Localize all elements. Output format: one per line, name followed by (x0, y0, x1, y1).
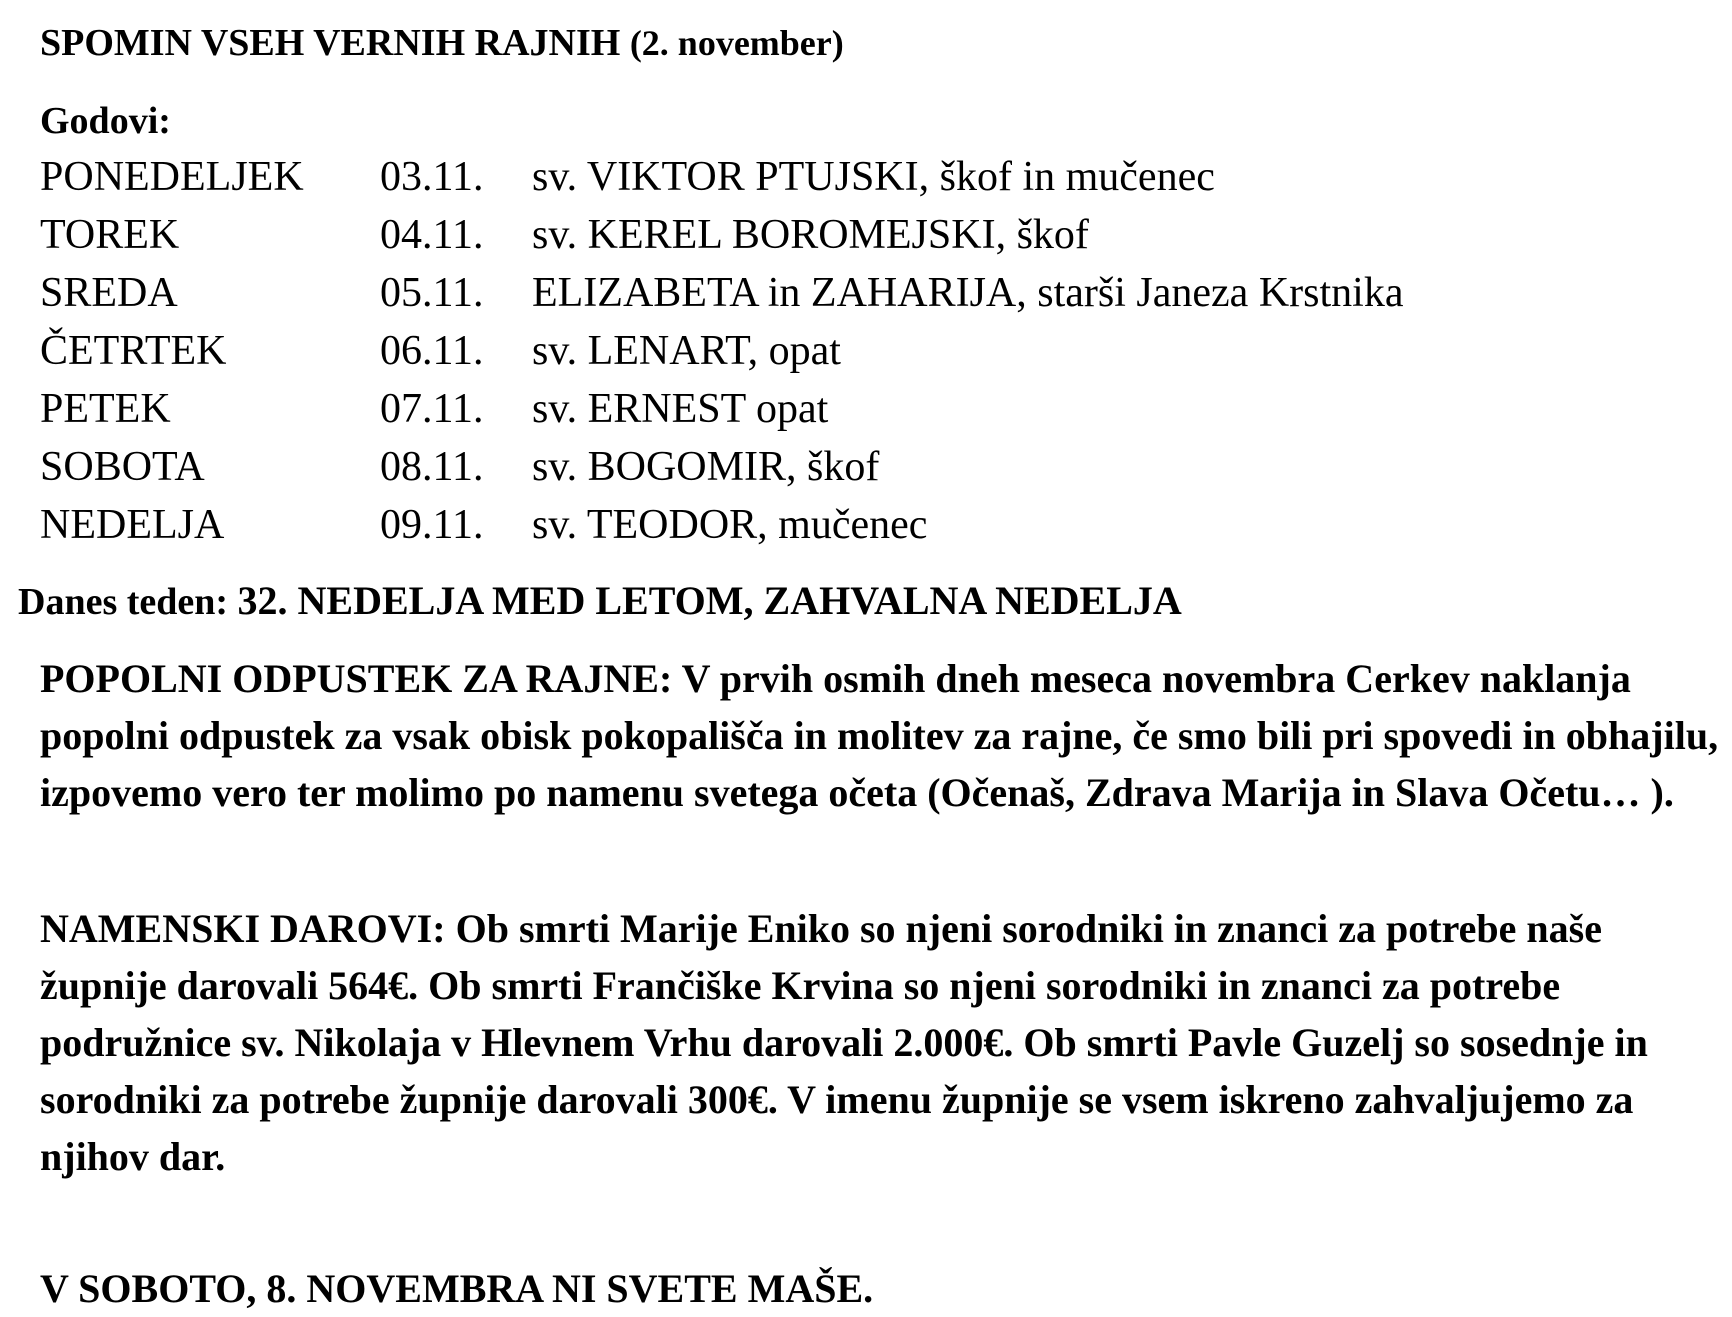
feast-date: 07.11. (380, 386, 484, 432)
feast-name: ELIZABETA in ZAHARIJA, starši Janeza Krstnika (532, 270, 1404, 316)
week-label: Danes teden: (18, 581, 229, 623)
feast-name: sv. KEREL BOROMEJSKI, škof (532, 212, 1089, 258)
feast-name: sv. TEODOR, mučenec (532, 502, 928, 548)
feast-date: 09.11. (380, 502, 484, 548)
feast-day: ČETRTEK (40, 328, 227, 374)
feast-date: 04.11. (380, 212, 484, 258)
indulgence-label: POPOLNI ODPUSTEK ZA RAJNE: (40, 656, 673, 701)
feast-row (40, 148, 1403, 206)
feast-day: TOREK (40, 212, 180, 258)
feast-day: SOBOTA (40, 444, 205, 490)
feast-day: PONEDELJEK (40, 154, 304, 200)
donations-text: Ob smrti Marije Eniko so njeni sorodniki in znanci za potrebe naše župnije darovali 564€. Ob smrti Frančiške Krvina so njeni sorodniki in znanci za potrebe podružnice sv. Nikolaja v Hlevnem Vrhu darovali 2.000€. Ob smrti Pavle Guzelj so sosednje in sorodniki za potrebe župnije darovali 300€. V imenu župnije se vsem iskreno zahvaljujemo za njihov dar. (40, 906, 1648, 1179)
week-announcement (18, 578, 1182, 625)
feast-name: sv. BOGOMIR, škof (532, 444, 880, 490)
feast-day: SREDA (40, 270, 178, 316)
feast-row (40, 438, 1403, 496)
feast-row (40, 264, 1403, 322)
heading-date-note: (2. november) (629, 23, 844, 63)
feast-row (40, 380, 1403, 438)
feast-date: 03.11. (380, 154, 484, 200)
feast-name: sv. ERNEST opat (532, 386, 829, 432)
feast-name: sv. LENART, opat (532, 328, 841, 374)
heading-title: SPOMIN VSEH VERNIH RAJNIH (40, 22, 621, 64)
feast-row (40, 322, 1403, 380)
feast-day: PETEK (40, 386, 171, 432)
page-heading (40, 22, 844, 66)
feast-date: 05.11. (380, 270, 484, 316)
feast-row (40, 496, 1403, 554)
donations-paragraph (40, 900, 1730, 1185)
feast-row (40, 206, 1403, 264)
feast-date: 08.11. (380, 444, 484, 490)
feast-day: NEDELJA (40, 502, 225, 548)
feast-date: 06.11. (380, 328, 484, 374)
mass-notice: V SOBOTO, 8. NOVEMBRA NI SVETE MAŠE. (40, 1266, 874, 1311)
indulgence-paragraph (40, 650, 1730, 821)
feast-name: sv. VIKTOR PTUJSKI, škof in mučenec (532, 154, 1215, 200)
donations-label: NAMENSKI DAROVI: (40, 906, 446, 951)
week-value: 32. NEDELJA MED LETOM, ZAHVALNA NEDELJA (237, 578, 1182, 623)
indulgence-text: V prvih osmih dneh meseca novembra Cerkev naklanja popolni odpustek za vsak obisk pokopališča in molitev za rajne, če smo bili pri spovedi in obhajilu, izpovemo vero ter molimo po namenu svetega očeta (Očenaš, Zdrava Marija in Slava Očetu… ). (40, 656, 1719, 815)
feast-table (40, 148, 1403, 554)
feasts-label: Godovi: (40, 100, 171, 142)
